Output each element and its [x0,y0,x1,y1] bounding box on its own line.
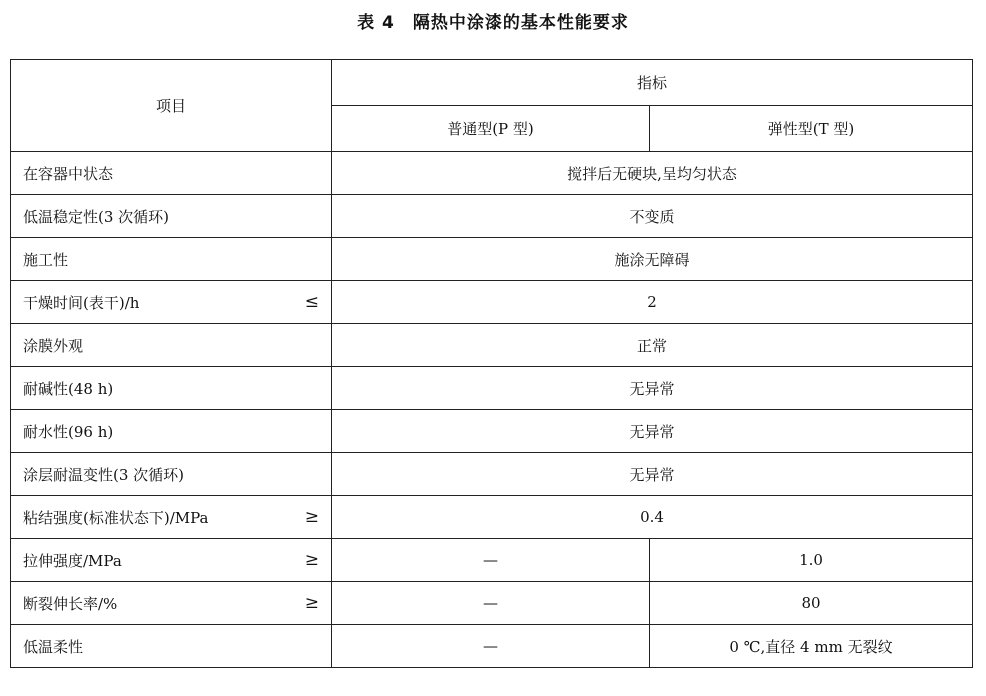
row-value-p: — [332,625,650,668]
row-item: 断裂伸长率/% ≥ [11,582,332,625]
table-row [11,539,973,582]
table-row [11,238,973,281]
row-item: 低温柔性 [11,625,332,668]
row-value-t: 0 ℃,直径 4 mm 无裂纹 [650,625,973,668]
table-caption: 表 4 隔热中涂漆的基本性能要求 [357,13,629,33]
row-value-t: 1.0 [650,539,973,582]
table-row [11,582,973,625]
row-value-p: — [332,582,650,625]
row-value-p: — [332,539,650,582]
row-value: 施涂无障碍 [332,238,973,281]
row-item: 在容器中状态 [11,152,332,195]
table-row [11,410,973,453]
row-item: 干燥时间(表干)/h ≤ [11,281,332,324]
table-row [11,281,973,324]
row-item: 低温稳定性(3 次循环) [11,195,332,238]
row-item: 涂层耐温变性(3 次循环) [11,453,332,496]
comparison-symbol: ≥ [304,507,319,527]
row-value: 不变质 [332,195,973,238]
row-value-t: 80 [650,582,973,625]
performance-table [10,59,973,668]
table-row [11,324,973,367]
table-row [11,625,973,668]
row-value: 无异常 [332,367,973,410]
header-type-t: 弹性型(T 型) [650,106,973,152]
table-row [11,453,973,496]
row-value: 无异常 [332,410,973,453]
comparison-symbol: ≤ [304,292,319,312]
comparison-symbol: ≥ [304,593,319,613]
row-value: 无异常 [332,453,973,496]
table-row [11,496,973,539]
row-value: 搅拌后无硬块,呈均匀状态 [332,152,973,195]
row-item: 耐碱性(48 h) [11,367,332,410]
table-row [11,152,973,195]
row-value: 2 [332,281,973,324]
row-value: 正常 [332,324,973,367]
header-item: 项目 [11,60,332,152]
header-type-p: 普通型(P 型) [332,106,650,152]
row-item: 耐水性(96 h) [11,410,332,453]
header-indicator: 指标 [332,60,973,106]
table-row [11,367,973,410]
row-item: 涂膜外观 [11,324,332,367]
row-value: 0.4 [332,496,973,539]
row-item: 拉伸强度/MPa ≥ [11,539,332,582]
table-row [11,195,973,238]
row-item: 施工性 [11,238,332,281]
comparison-symbol: ≥ [304,550,319,570]
row-item: 粘结强度(标准状态下)/MPa ≥ [11,496,332,539]
